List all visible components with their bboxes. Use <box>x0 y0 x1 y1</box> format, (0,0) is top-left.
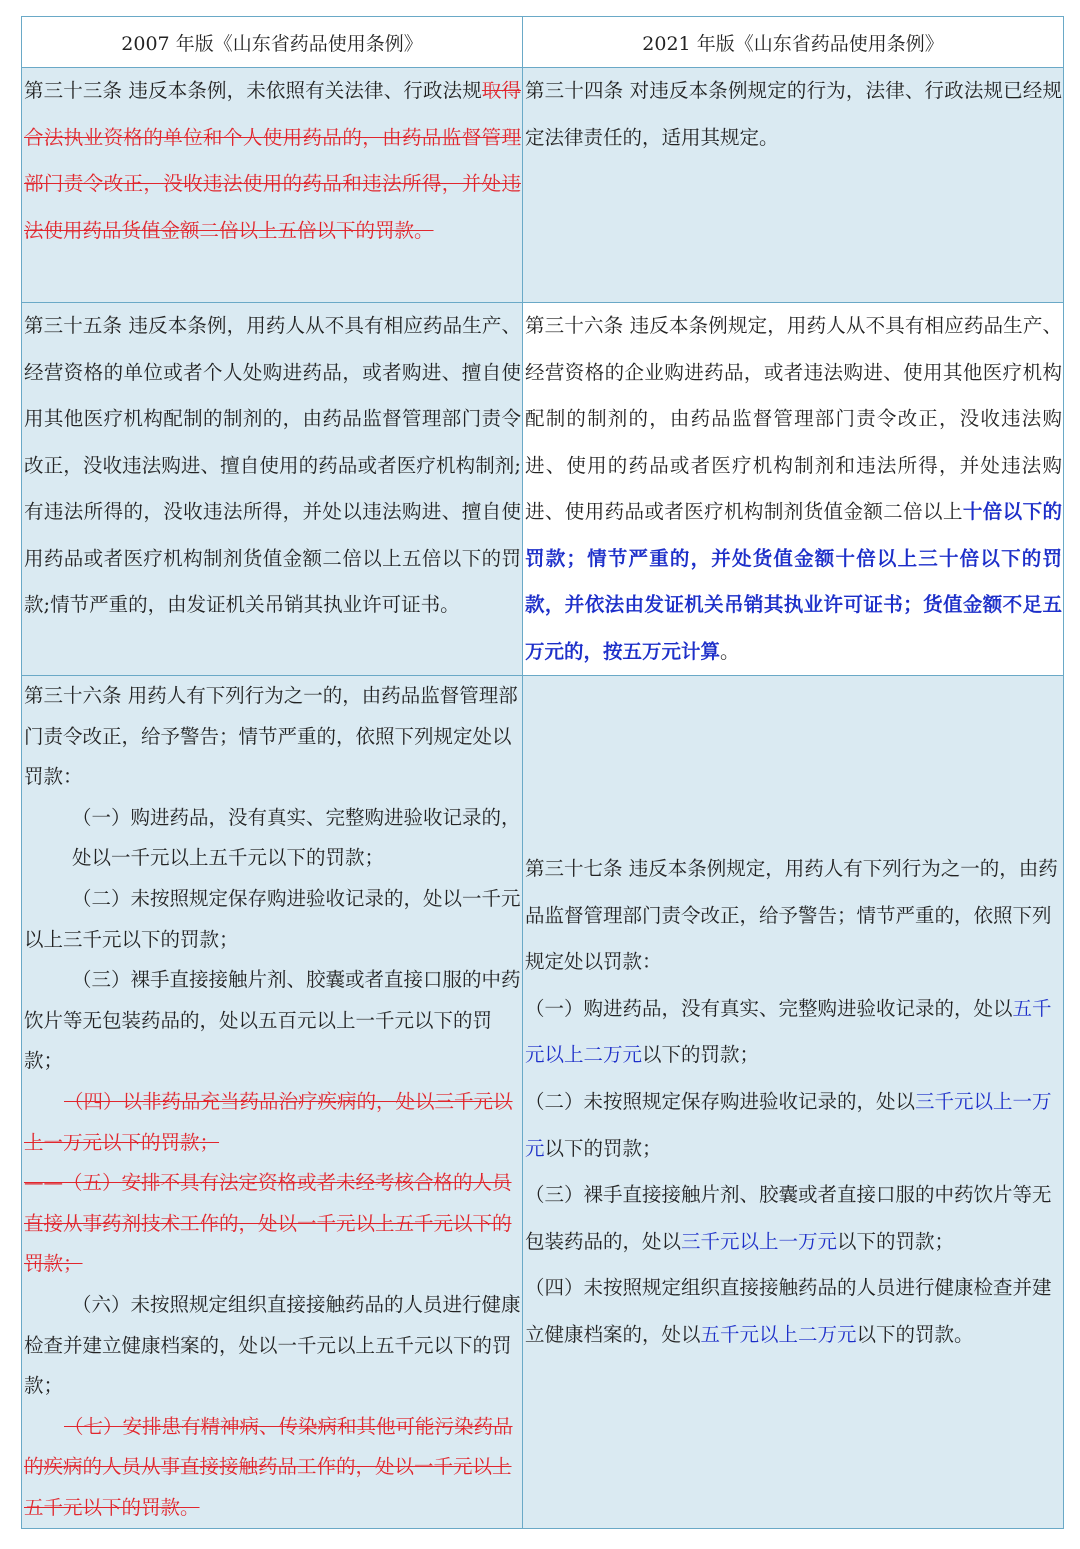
list-item <box>525 1172 1062 1265</box>
item-text-end: 以下的罚款。 <box>856 1322 974 1346</box>
table-row <box>22 68 1064 303</box>
item-text: （三）裸手直接接触片剂、胶囊或者直接口服的中药饮片等无包装药品的，处以五百元以上一千元以下的罚款； <box>24 968 521 1073</box>
list-item <box>24 1285 521 1407</box>
deleted-text: 取得合法执业资格的单位和个人使用药品的，由药品监督管理部门责令改正，没收违法使用的药品和违法所得，并处违法使用药品货值金额二倍以上五倍以下的罚款。 <box>24 79 521 242</box>
article-text: 第三十五条 违反本条例，用药人从不具有相应药品生产、经营资格的单位或者个人处购进药品，或者购进、擅自使用其他医疗机构配制的制剂的，由药品监督管理部门责令改正，没收违法购进、擅自使用的药品或者医疗机构制剂;有违法所得的，没收违法所得，并处以违法购进、擅自使用药品或者医疗机构制剂货值金额二倍以上五倍以下的罚款;情节严重的，由发证机关吊销其执业许可证书。 <box>24 314 521 616</box>
item-text-end: 以下的罚款； <box>544 1136 662 1160</box>
cell-2021-article-34 <box>523 68 1064 303</box>
cell-2021-article-36 <box>523 303 1064 676</box>
list-item <box>24 798 521 879</box>
item-text: （二）未按照规定保存购进验收记录的，处以 <box>525 1089 916 1113</box>
deleted-list-item <box>24 1407 521 1529</box>
article-text-end: 。 <box>720 639 740 663</box>
list-item <box>525 1265 1062 1358</box>
item-text: （一）购进药品，没有真实、完整购进验收记录的，处以 <box>525 996 1013 1020</box>
table-row <box>22 676 1064 1529</box>
item-text: （二）未按照规定保存购进验收记录的，处以一千元以上三千元以下的罚款； <box>24 886 521 951</box>
list-item <box>24 960 521 1082</box>
comparison-table <box>21 16 1064 1529</box>
list-item <box>24 879 521 960</box>
item-text: （七）安排患有精神病、传染病和其他可能污染药品的疾病的人员从事直接接触药品工作的，处以一千元以上五千元以下的罚款。 <box>24 1414 513 1519</box>
list-item <box>525 986 1062 1079</box>
article-text: 第三十三条 违反本条例，未依照有关法律、行政法规 <box>24 79 482 102</box>
deleted-list-item <box>24 1082 521 1163</box>
cell-2007-article-33 <box>22 68 523 303</box>
item-text: （六）未按照规定组织直接接触药品的人员进行健康检查并建立健康档案的，处以一千元以上五千元以下的罚款； <box>24 1292 521 1398</box>
table-header-row <box>22 17 1064 68</box>
added-amount: 五千元以上二万元 <box>525 996 1052 1067</box>
added-amount: 三千元以上一万元 <box>525 1089 1052 1160</box>
list-item <box>525 1079 1062 1172</box>
article-intro: 第三十六条 用药人有下列行为之一的，由药品监督管理部门责令改正，给予警告；情节严重的，依照下列规定处以罚款： <box>24 684 518 789</box>
item-text: （一）购进药品，没有真实、完整购进验收记录的，处以一千元以上五千元以下的罚款； <box>72 805 521 870</box>
deleted-list-item <box>24 1163 521 1285</box>
added-amount: 五千元以上二万元 <box>700 1322 857 1346</box>
column-header-2007: 2007 年版《山东省药品使用条例》 <box>22 17 523 68</box>
article-intro: 第三十七条 违反本条例规定，用药人有下列行为之一的，由药品监督管理部门责令改正，给予警告；情节严重的，依照下列规定处以罚款： <box>525 856 1058 974</box>
cell-2021-article-37 <box>523 676 1064 1529</box>
cell-2007-article-36 <box>22 676 523 1529</box>
item-text-end: 以下的罚款； <box>837 1229 955 1253</box>
added-amount: 三千元以上一万元 <box>681 1229 838 1253</box>
item-text: （四）以非药品充当药品治疗疾病的，处以三千元以上一万元以下的罚款； <box>24 1089 513 1154</box>
column-header-2021: 2021 年版《山东省药品使用条例》 <box>523 17 1064 68</box>
article-text: 第三十六条 违反本条例规定，用药人从不具有相应药品生产、经营资格的企业购进药品，或者违法购进、使用其他医疗机构配制的制剂的，由药品监督管理部门责令改正，没收违法购进、使用的药品或者医疗机构制剂和违法所得，并处违法购进、使用药品或者医疗机构制剂货值金额二倍以上 <box>525 314 1062 523</box>
table-row <box>22 303 1064 676</box>
item-text: ——（五）安排不具有法定资格或者未经考核合格的人员直接从事药剂技术工作的，处以一千元以上五千元以下的罚款； <box>24 1171 512 1276</box>
comparison-table-wrapper <box>21 16 1064 1529</box>
added-text: 十倍以下的罚款；情节严重的，并处货值金额十倍以上三十倍以下的罚款，并依法由发证机关吊销其执业许可证书；货值金额不足五万元的，按五万元计算 <box>525 500 1062 663</box>
item-text-end: 以下的罚款； <box>642 1043 760 1067</box>
article-text: 第三十四条 对违反本条例规定的行为，法律、行政法规已经规定法律责任的，适用其规定。 <box>525 79 1062 149</box>
item-text: （三）裸手直接接触片剂、胶囊或者直接口服的中药饮片等无包装药品的，处以 <box>525 1183 1052 1253</box>
item-text: （四）未按照规定组织直接接触药品的人员进行健康检查并建立健康档案的，处以 <box>525 1276 1052 1346</box>
cell-2007-article-35 <box>22 303 523 676</box>
